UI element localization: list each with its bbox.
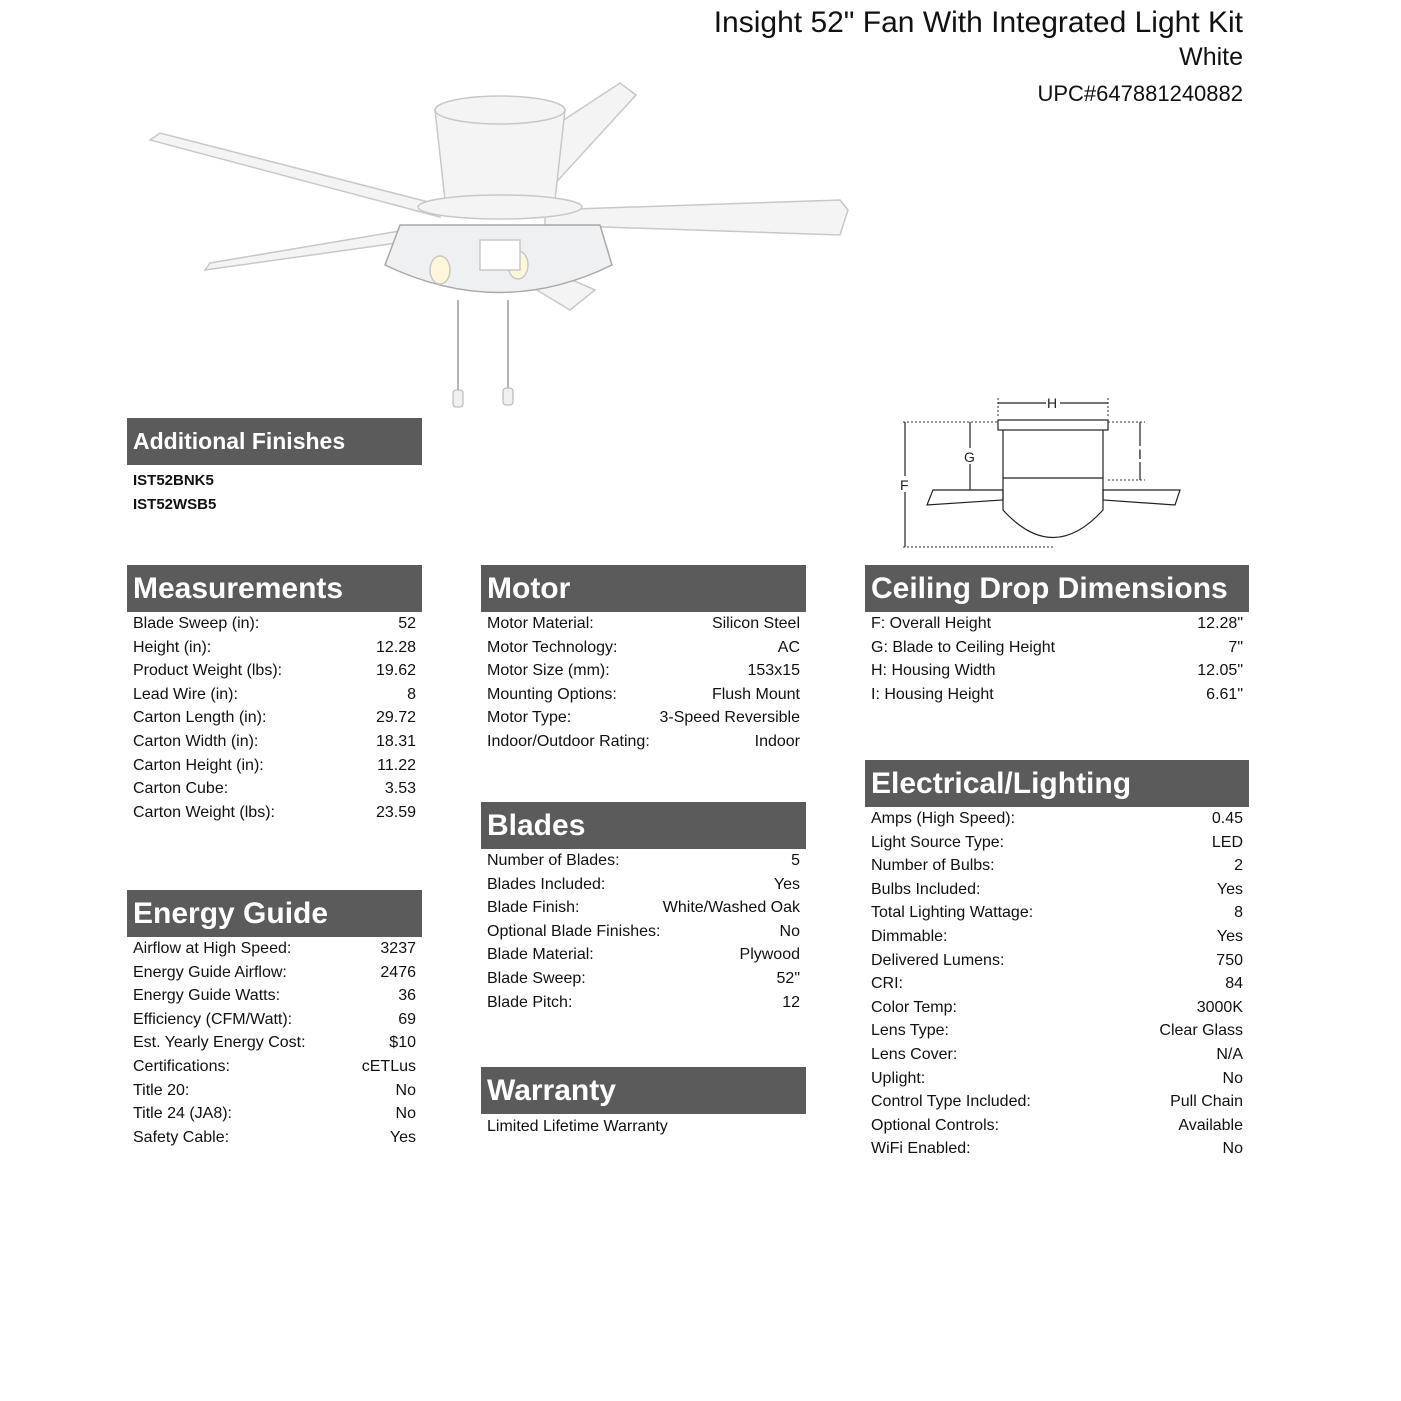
spec-value: Yes (1216, 880, 1243, 898)
spec-row (481, 849, 806, 873)
electrical-section (865, 760, 1249, 1161)
spec-label: Lens Cover: (871, 1045, 958, 1063)
spec-row (865, 878, 1249, 902)
spec-row (865, 1090, 1249, 1114)
spec-row (127, 1008, 422, 1032)
spec-value: Yes (1216, 927, 1243, 945)
spec-value: 12.05" (1197, 662, 1243, 680)
spec-value: 0.45 (1211, 810, 1243, 827)
spec-value: 3-Speed Reversible (659, 709, 800, 727)
additional-finishes-section (127, 418, 422, 517)
spec-label: Motor Type: (487, 709, 572, 727)
product-upc: UPC#647881240882 (1037, 81, 1243, 106)
ceiling-drop-diagram (895, 390, 1190, 555)
spec-row (865, 949, 1249, 973)
blades-section (481, 802, 806, 1014)
spec-label: Total Lighting Wattage: (871, 904, 1034, 922)
measurements-section (127, 565, 422, 824)
warranty-title: Warranty (481, 1067, 806, 1114)
spec-row (865, 1043, 1249, 1067)
spec-row (865, 901, 1249, 925)
spec-row (127, 706, 422, 730)
energy-guide-title: Energy Guide (127, 890, 422, 937)
spec-label: Motor Technology: (487, 638, 618, 656)
spec-label: Est. Yearly Energy Cost: (133, 1034, 306, 1052)
spec-row (127, 801, 422, 825)
diagram-label-f: F (900, 477, 909, 493)
spec-row (865, 1019, 1249, 1043)
spec-label: Carton Length (in): (133, 709, 267, 727)
spec-label: Lens Type: (871, 1022, 949, 1040)
spec-row (481, 967, 806, 991)
spec-label: Energy Guide Watts: (133, 987, 281, 1005)
warranty-section (481, 1067, 806, 1140)
spec-value: 19.62 (375, 662, 416, 680)
spec-row (127, 1031, 422, 1055)
warranty-text: Limited Lifetime Warranty (487, 1118, 668, 1135)
spec-label: Carton Width (in): (133, 732, 259, 750)
spec-label: Optional Blade Finishes: (487, 922, 661, 940)
spec-value: 8 (1234, 904, 1243, 922)
spec-value: No (395, 1081, 416, 1099)
spec-label: Lead Wire (in): (133, 685, 238, 703)
electrical-title: Electrical/Lighting (865, 760, 1249, 807)
motor-title: Motor (481, 565, 806, 612)
spec-label: Energy Guide Airflow: (133, 963, 287, 981)
spec-label: Blade Pitch: (487, 993, 573, 1011)
spec-label: Blade Material: (487, 946, 594, 964)
spec-label: I: Housing Height (871, 685, 994, 703)
spec-row (865, 683, 1249, 707)
spec-label: Certifications: (133, 1057, 230, 1075)
diagram-label-g: G (964, 449, 975, 465)
spec-value: 29.72 (375, 709, 416, 727)
spec-row (865, 1114, 1249, 1138)
spec-row (481, 943, 806, 967)
spec-label: Height (in): (133, 638, 212, 656)
spec-value: LED (1211, 833, 1243, 851)
spec-row (865, 972, 1249, 996)
spec-value: 11.22 (377, 756, 416, 774)
spec-row (481, 730, 806, 754)
spec-label: Motor Material: (487, 615, 594, 632)
ceiling-drop-section (865, 565, 1249, 706)
spec-label: H: Housing Width (871, 662, 996, 680)
spec-label: Carton Weight (lbs): (133, 803, 275, 821)
spec-label: Uplight: (871, 1069, 926, 1087)
spec-value: Yes (389, 1128, 416, 1146)
spec-value: 3237 (380, 940, 416, 957)
spec-value: Plywood (739, 946, 800, 964)
diagram-label-i: I (1138, 446, 1142, 462)
spec-row (865, 807, 1249, 831)
spec-row (481, 612, 806, 636)
spec-label: Blades Included: (487, 875, 606, 893)
spec-label: CRI: (871, 975, 903, 993)
spec-value: No (1222, 1140, 1243, 1158)
spec-value: Clear Glass (1159, 1022, 1243, 1040)
spec-row (481, 659, 806, 683)
spec-row (127, 961, 422, 985)
spec-row (865, 996, 1249, 1020)
spec-label: Carton Cube: (133, 780, 229, 798)
spec-value: 36 (398, 987, 416, 1005)
fan-product-image (140, 75, 850, 415)
spec-label: Indoor/Outdoor Rating: (487, 732, 650, 750)
spec-label: Bulbs Included: (871, 880, 981, 898)
spec-value: 69 (398, 1010, 416, 1028)
spec-row (127, 1126, 422, 1150)
energy-guide-section (127, 890, 422, 1149)
product-finish: White (1179, 43, 1243, 71)
spec-row (865, 612, 1249, 636)
spec-row (481, 920, 806, 944)
spec-value: No (395, 1105, 416, 1123)
spec-value: No (779, 922, 800, 940)
spec-label: Mounting Options: (487, 685, 617, 703)
spec-label: Efficiency (CFM/Watt): (133, 1010, 293, 1028)
product-title: Insight 52" Fan With Integrated Light Kit (713, 6, 1243, 39)
blades-title: Blades (481, 802, 806, 849)
spec-label: Light Source Type: (871, 833, 1005, 851)
spec-row (481, 873, 806, 897)
spec-value: White/Washed Oak (662, 899, 800, 917)
spec-value: Indoor (754, 732, 800, 750)
diagram-label-h: H (1047, 395, 1058, 411)
additional-finishes-title: Additional Finishes (127, 418, 422, 465)
spec-row (865, 831, 1249, 855)
spec-label: Motor Size (mm): (487, 662, 610, 680)
spec-row (127, 984, 422, 1008)
spec-row (481, 636, 806, 660)
spec-value: Available (1178, 1116, 1243, 1134)
spec-label: Delivered Lumens: (871, 951, 1005, 969)
spec-label: Blade Sweep (in): (133, 615, 260, 632)
spec-label: Airflow at High Speed: (133, 940, 292, 957)
spec-value: 5 (791, 852, 800, 869)
spec-row (127, 612, 422, 636)
spec-value: $10 (389, 1034, 416, 1052)
spec-row (865, 1137, 1249, 1161)
spec-value: 2476 (380, 963, 416, 981)
spec-value: 18.31 (375, 732, 416, 750)
spec-value: 52 (398, 615, 416, 632)
ceiling-drop-title: Ceiling Drop Dimensions (865, 565, 1249, 612)
spec-value: 84 (1225, 975, 1243, 993)
spec-row (481, 706, 806, 730)
spec-row (865, 636, 1249, 660)
spec-row (127, 659, 422, 683)
spec-value: Flush Mount (711, 685, 800, 703)
spec-value: 7" (1228, 638, 1243, 656)
spec-label: Title 20: (133, 1081, 190, 1099)
spec-row (127, 777, 422, 801)
spec-row (127, 1102, 422, 1126)
spec-row (127, 683, 422, 707)
spec-label: F: Overall Height (871, 615, 992, 632)
finish-item: IST52WSB5 (133, 496, 217, 513)
spec-value: Pull Chain (1170, 1093, 1243, 1111)
spec-value: 8 (407, 685, 416, 703)
spec-label: Optional Controls: (871, 1116, 1000, 1134)
spec-value: Silicon Steel (711, 615, 800, 632)
spec-row (127, 636, 422, 660)
spec-value: N/A (1216, 1045, 1243, 1063)
spec-label: Number of Blades: (487, 852, 620, 869)
finish-item: IST52BNK5 (133, 472, 214, 489)
motor-section (481, 565, 806, 754)
spec-label: Control Type Included: (871, 1093, 1031, 1111)
spec-row (481, 683, 806, 707)
spec-value: 2 (1234, 857, 1243, 875)
spec-value: 3000K (1196, 998, 1243, 1016)
spec-row (865, 854, 1249, 878)
spec-value: 12.28 (375, 638, 416, 656)
spec-row (127, 937, 422, 961)
spec-row (865, 925, 1249, 949)
spec-label: Product Weight (lbs): (133, 662, 283, 680)
spec-value: 23.59 (375, 803, 416, 821)
spec-value: No (1222, 1069, 1243, 1087)
spec-value: 6.61" (1206, 685, 1243, 703)
spec-label: Blade Finish: (487, 899, 580, 917)
spec-label: Blade Sweep: (487, 969, 586, 987)
spec-label: Color Temp: (871, 998, 957, 1016)
spec-row (127, 754, 422, 778)
spec-row (865, 659, 1249, 683)
spec-label: Safety Cable: (133, 1128, 230, 1146)
spec-row (865, 1067, 1249, 1091)
spec-label: Amps (High Speed): (871, 810, 1016, 827)
spec-row (127, 1079, 422, 1103)
spec-label: WiFi Enabled: (871, 1140, 971, 1158)
spec-label: G: Blade to Ceiling Height (871, 638, 1056, 656)
spec-row (481, 991, 806, 1015)
measurements-title: Measurements (127, 565, 422, 612)
spec-value: cETLus (361, 1057, 416, 1075)
spec-value: 750 (1216, 951, 1243, 969)
spec-label: Carton Height (in): (133, 756, 264, 774)
spec-value: AC (777, 638, 800, 656)
spec-value: 12.28" (1197, 615, 1243, 632)
spec-row (127, 730, 422, 754)
spec-row (481, 896, 806, 920)
spec-label: Number of Bulbs: (871, 857, 995, 875)
spec-value: 52" (776, 969, 800, 987)
spec-value: 3.53 (384, 780, 416, 798)
spec-value: 153x15 (747, 662, 800, 680)
spec-value: Yes (773, 875, 800, 893)
spec-row (127, 1055, 422, 1079)
spec-label: Dimmable: (871, 927, 948, 945)
spec-label: Title 24 (JA8): (133, 1105, 232, 1123)
spec-value: 12 (782, 993, 800, 1011)
